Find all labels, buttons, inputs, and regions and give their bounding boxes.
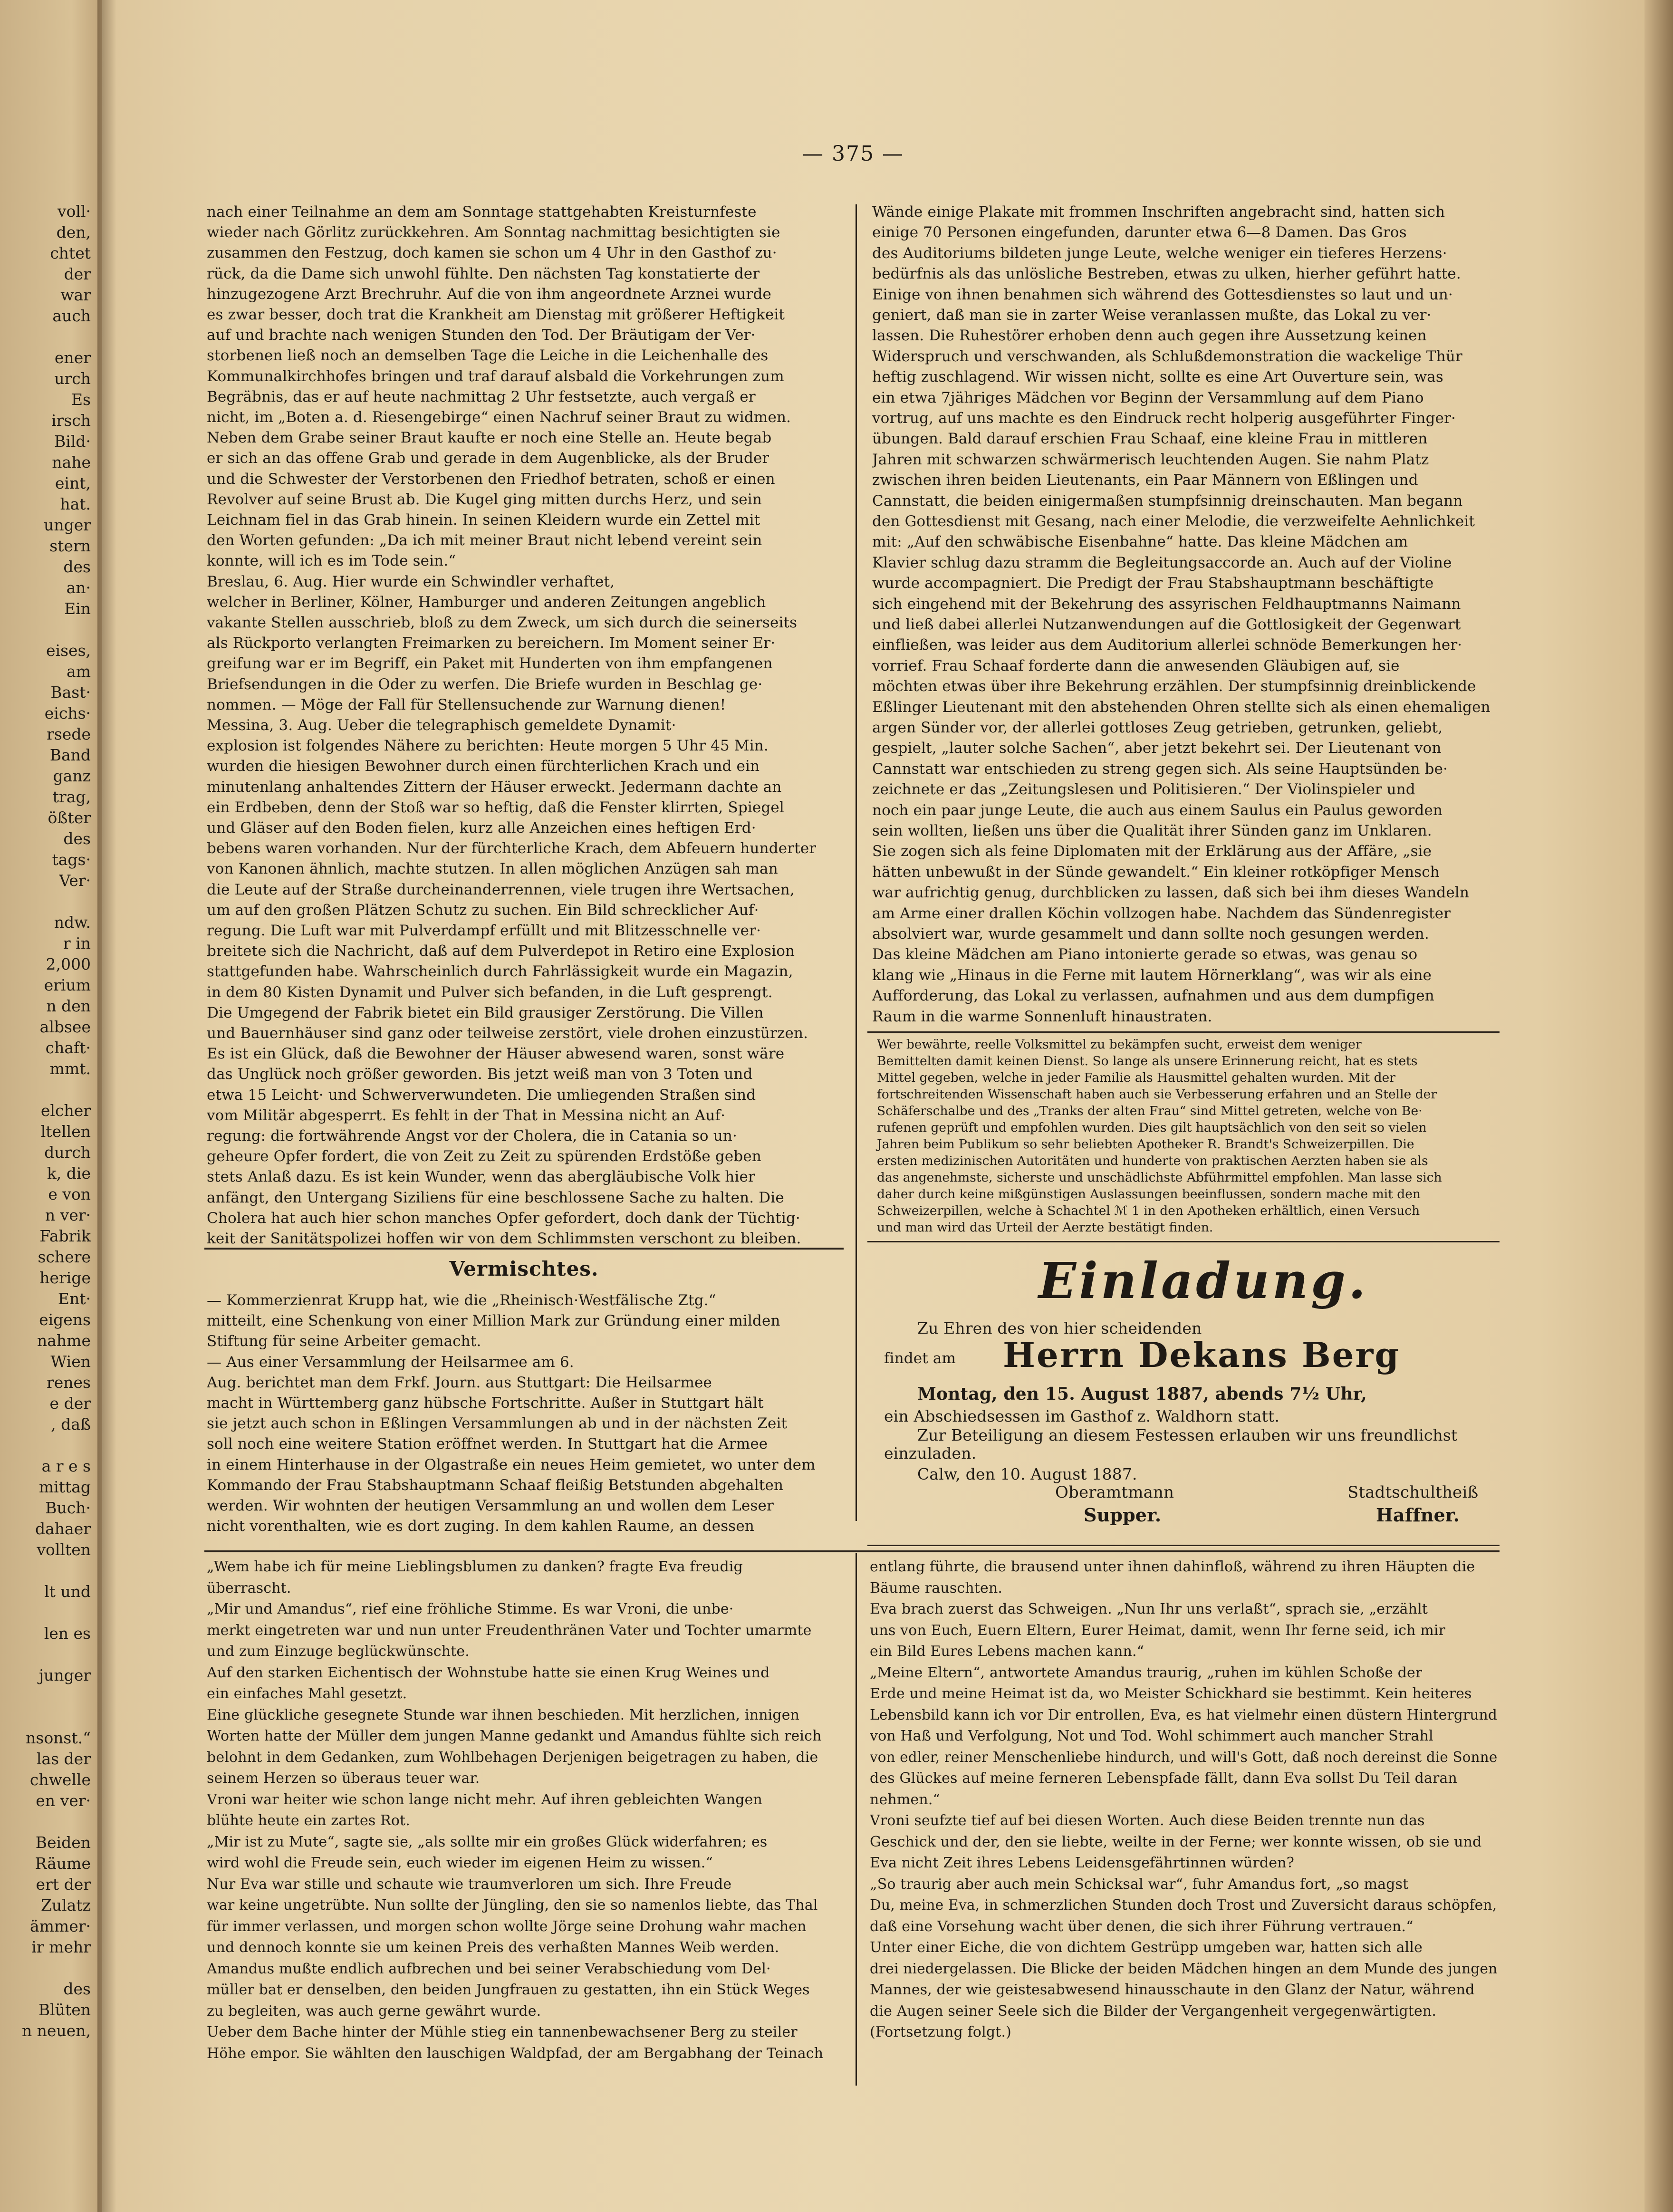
left-page-fragment: dahaer — [35, 1520, 91, 1538]
story-line: uns von Euch, Euern Eltern, Eurer Heimat, damit, wenn Ihr ferne seid, ich mir — [870, 1622, 1446, 1639]
left-page-fragment: ltellen — [40, 1122, 91, 1141]
rule-invitation-end — [867, 1545, 1500, 1546]
story-line: „Mir und Amandus“, rief eine fröhliche Stimme. Es war Vroni, die unbe· — [207, 1601, 734, 1617]
body-line: argen Sünder vor, der allerlei gottloses Zeug getrieben, getrunken, geliebt, — [872, 719, 1443, 736]
left-page-fragment: en ver· — [36, 1791, 91, 1810]
left-page-fragment: eigens — [39, 1310, 91, 1329]
story-line: blühte heute ein zartes Rot. — [207, 1812, 410, 1829]
page-number: — 375 — — [802, 142, 904, 166]
story-line: „Meine Eltern“, antwortete Amandus traurig, „ruhen im kühlen Schoße der — [870, 1664, 1423, 1681]
left-page-fragment: den, — [56, 223, 91, 241]
notice-line: und man wird das Urteil der Aerzte bestätigt finden. — [877, 1220, 1213, 1235]
left-page-fragment: ndw. — [54, 913, 91, 932]
body-line: bebens waren vorhanden. Nur der fürchterliche Krach, dem Abfeuern hunderter — [207, 840, 817, 857]
body-line: stattgefunden habe. Wahrscheinlich durch Fahrlässigkeit wurde ein Magazin, — [207, 963, 793, 981]
body-line: sie jetzt auch schon in Eßlingen Versammlungen ab und in der nächsten Zeit — [207, 1415, 788, 1433]
body-line: den Gottesdienst mit Gesang, nach einer Melodie, die verzweifelte Aehnlichkeit — [872, 513, 1475, 530]
left-page-fragment: Fabrik — [39, 1227, 91, 1245]
body-line: noch ein paar junge Leute, die auch aus einem Saulus ein Paulus geworden — [872, 801, 1443, 819]
story-line: Nur Eva war stille und schaute wie traumverloren um sich. Ihre Freude — [207, 1875, 732, 1893]
body-line: soll noch eine weitere Station eröffnet werden. In Stuttgart hat die Armee — [207, 1435, 768, 1453]
left-page-fragment: Band — [49, 746, 91, 764]
body-line: von Kanonen ähnlich, machte stutzen. In allen möglichen Anzügen sah man — [207, 860, 778, 878]
story-line: Vroni seufzte tief auf bei diesen Worten. Auch diese Beiden trennte nun das — [870, 1812, 1425, 1829]
body-line: die Leute auf der Straße durcheinanderrennen, viele trugen ihre Wertsachen, — [207, 881, 795, 898]
body-line: mit: „Auf den schwäbische Eisenbahne“ hatte. Das kleine Mädchen am — [872, 533, 1408, 551]
body-line: Cannstatt war entschieden zu streng gegen sich. Als seine Hauptsünden be· — [872, 760, 1448, 778]
body-line: stets Anlaß dazu. Es ist kein Wunder, wenn das abergläubische Volk hier — [207, 1168, 755, 1186]
notice-line: Schäferschalbe und des „Tranks der alten Frau“ sind Mittel getreten, welche von Be· — [877, 1104, 1423, 1118]
left-page-fragment: unger — [44, 516, 91, 534]
body-line: macht in Württemberg ganz hübsche Fortschritte. Außer in Stuttgart hält — [207, 1395, 764, 1412]
invitation-line-3: ein Abschiedsessen im Gasthof z. Waldhorn statt. — [884, 1407, 1280, 1425]
body-line: sein wollten, ließen uns über die Qualität ihrer Sünden ganz im Unklaren. — [872, 822, 1432, 839]
left-page-fragment: hat. — [60, 495, 91, 513]
invitation-block — [872, 1250, 1497, 1542]
body-line: am Arme einer drallen Köchin vollzogen habe. Nachdem das Sündenregister — [872, 904, 1451, 922]
body-line: werden. Wir wohnten der heutigen Versammlung an und wollen dem Leser — [207, 1497, 774, 1514]
body-line: es zwar besser, doch trat die Krankheit am Dienstag mit größerer Heftigkeit — [207, 306, 785, 323]
story-line: Eine glückliche gesegnete Stunde war ihnen beschieden. Mit herzlichen, innigen — [207, 1706, 800, 1723]
notice-line: Wer bewährte, reelle Volksmittel zu bekämpfen sucht, erweist dem weniger — [877, 1037, 1362, 1052]
body-line: gespielt, „lauter solche Sachen“, aber jetzt bekehrt sei. Der Lieutenant von — [872, 740, 1442, 757]
body-line: und die Schwester der Verstorbenen den Friedhof betraten, schoß er einen — [207, 470, 775, 488]
rule-notice-end — [867, 1241, 1500, 1242]
left-page-fragment: nsonst.“ — [26, 1729, 91, 1747]
body-line: Jahren mit schwarzen schwärmerisch leuchtenden Augen. Sie nahm Platz — [872, 451, 1429, 468]
left-page-fragment: schere — [38, 1248, 91, 1266]
left-page-fragment: n den — [46, 997, 91, 1015]
story-line: war keine ungetrübte. Nun sollte der Jüngling, den sie so namenlos liebte, das Thal — [207, 1897, 818, 1914]
left-page-fragment: ämmer· — [29, 1917, 91, 1935]
body-line: Breslau, 6. Aug. Hier wurde ein Schwindler verhaftet, — [207, 573, 615, 590]
left-page-fragment: chwelle — [29, 1770, 91, 1789]
left-page-fragment: erium — [44, 976, 91, 994]
story-line: Geschick und der, den sie liebte, weilte in der Ferne; wer konnte wissen, ob sie und — [870, 1833, 1482, 1850]
left-page-fragment: albsee — [39, 1018, 91, 1036]
left-page-fragment: ert der — [36, 1875, 91, 1894]
notice-line: ersten medizinischen Autoritäten und hunderte von praktischen Aerzten haben sie als — [877, 1154, 1428, 1168]
left-page-fragment: Räume — [35, 1854, 91, 1873]
left-page-fragment: Beiden — [35, 1833, 91, 1852]
body-line: keit der Sanitätspolizei hoffen wir von dem Schlimmsten verschont zu bleiben. — [207, 1230, 801, 1247]
signatory-2-name: Haffner. — [1376, 1504, 1460, 1526]
story-line: Mannes, der wie geistesabwesend hinausschaute in den Glanz der Natur, während — [870, 1981, 1475, 1998]
left-page-fragment: chaft· — [45, 1039, 91, 1057]
story-line: müller bat er denselben, den beiden Jungfrauen zu gestatten, ihn ein Stück Weges — [207, 1981, 810, 1998]
body-line: Wände einige Plakate mit frommen Inschriften angebracht sind, hatten sich — [872, 203, 1445, 221]
body-line: Das kleine Mädchen am Piano intonierte gerade so etwas, was genau so — [872, 946, 1418, 963]
body-line: ein etwa 7jähriges Mädchen vor Beginn der Versammlung auf dem Piano — [872, 389, 1424, 406]
left-page-fragment: Blüten — [38, 2000, 91, 2019]
invitation-line-1: Zu Ehren des von hier scheidenden — [917, 1319, 1202, 1337]
story-line: Ueber dem Bache hinter der Mühle stieg ein tannenbewachsener Berg zu steiler — [207, 2024, 798, 2040]
left-page-fragment: Ent· — [58, 1289, 91, 1308]
left-page-fragment: las der — [36, 1750, 91, 1768]
body-line: konnte, will ich es im Tode sein.“ — [207, 552, 456, 570]
story-line: ein Bild Eures Lebens machen kann.“ — [870, 1643, 1144, 1660]
left-page-fragment: Bild· — [54, 432, 91, 451]
invitation-date-line: Montag, den 15. August 1887, abends 7½ Uhr, — [917, 1384, 1367, 1404]
notice-line: Schweizerpillen, welche à Schachtel ℳ 1 in den Apotheken erhältlich, einen Versuch — [877, 1203, 1420, 1218]
invitation-place-date: Calw, den 10. August 1887. — [917, 1465, 1137, 1483]
left-page-fragment: des — [63, 558, 91, 576]
body-line: breitete sich die Nachricht, daß auf dem Pulverdepot in Retiro eine Explosion — [207, 943, 795, 960]
body-line: wieder nach Görlitz zurückkehren. Am Sonntag nachmittag besichtigten sie — [207, 224, 780, 241]
story-line: überrascht. — [207, 1579, 291, 1596]
left-page-fragment: n neuen, — [21, 2021, 91, 2040]
rule-feuilleton-top — [204, 1550, 1500, 1552]
body-line: Messina, 3. Aug. Ueber die telegraphisch gemeldete Dynamit· — [207, 717, 676, 734]
body-line: rück, da die Dame sich unwohl fühlte. Den nächsten Tag konstatierte der — [207, 265, 760, 282]
story-line: Eva nicht Zeit ihres Lebens Leidensgefährtinnen würden? — [870, 1855, 1294, 1871]
feuilleton-left — [207, 1557, 846, 2084]
left-page-fragment: des — [63, 1980, 91, 1998]
left-page-fragment: elcher — [40, 1101, 91, 1120]
left-page-fragment: Bast· — [50, 683, 91, 702]
rule-col2-end — [867, 1031, 1500, 1033]
body-line: zusammen den Festzug, doch kamen sie schon um 4 Uhr in den Gasthof zu· — [207, 244, 777, 262]
body-line: regung. Die Luft war mit Pulverdampf erfüllt und mit Blitzesschnelle ver· — [207, 922, 761, 939]
invitation-line-4: Zur Beteiligung an diesem Festessen erlauben wir uns freundlichst — [917, 1426, 1458, 1444]
body-line: Die Umgegend der Fabrik bietet ein Bild grausiger Zerstörung. Die Villen — [207, 1004, 764, 1021]
story-line: Worten hatte der Müller dem jungen Manne gedankt und Amandus fühlte sich reich — [207, 1728, 822, 1744]
advertisement-notice — [877, 1036, 1497, 1238]
body-line: Neben dem Grabe seiner Braut kaufte er noch eine Stelle an. Heute begab — [207, 429, 772, 447]
story-line: Höhe empor. Sie wählten den lauschigen Waldpfad, der am Bergabhang der Teinach — [207, 2045, 824, 2062]
invitation-title: Einladung. — [1038, 1251, 1369, 1310]
story-line: daß eine Vorsehung wacht über denen, die sich ihrer Führung vertrauen.“ — [870, 1918, 1413, 1935]
left-page-fragment: 2,000 — [46, 955, 91, 973]
body-line: Revolver auf seine Brust ab. Die Kugel ging mitten durchs Herz, und sein — [207, 490, 762, 508]
body-line: in dem 80 Kisten Dynamit und Pulver sich befanden, in die Luft gesprengt. — [207, 983, 773, 1001]
body-line: Eßlinger Lieutenant mit den abstehenden Ohren stellte sich als einen ehemaligen — [872, 698, 1490, 716]
body-line: und Bauernhäuser sind ganz oder teilweise zerstört, viele drohen einzustürzen. — [207, 1025, 808, 1042]
notice-line: rufenen geprüft und empfohlen wurden. Dies gilt hauptsächlich von den seit so vielen — [877, 1120, 1427, 1135]
body-line: Kommando der Frau Stabshauptmann Schaaf fleißig Betstunden abgehalten — [207, 1476, 784, 1494]
body-line: nicht vorenthalten, wie es dort zuging. In dem kahlen Raume, an dessen — [207, 1518, 754, 1535]
left-page-fragment: des — [63, 829, 91, 848]
story-line: drei niedergelassen. Die Blicke der beiden Mädchen hingen an dem Munde des jungen — [870, 1960, 1498, 1977]
left-page-fragment: ir mehr — [31, 1938, 91, 1956]
story-line: von edler, reiner Menschenliebe hindurch, und will's Gott, daß noch dereinst die Sonne — [870, 1749, 1498, 1766]
body-line: heftig zuschlagend. Wir wissen nicht, sollte es eine Art Ouverture sein, was — [872, 368, 1443, 386]
body-line: explosion ist folgendes Nähere zu berichten: Heute morgen 5 Uhr 45 Min. — [207, 737, 769, 755]
left-page-fragment: chtet — [50, 244, 91, 262]
body-line: hinzugezogene Arzt Brechruhr. Auf die von ihm angeordnete Arznei wurde — [207, 285, 771, 303]
right-page-edge — [1644, 0, 1673, 2212]
left-page-fragment: lt und — [44, 1582, 91, 1601]
left-page-fragment: len es — [44, 1624, 91, 1643]
body-line: um auf den großen Plätzen Schutz zu suchen. Ein Bild schrecklicher Auf· — [207, 901, 759, 919]
left-page-fragment: junger — [38, 1666, 91, 1684]
body-line: Cholera hat auch hier schon manches Opfer gefordert, doch dank der Tüchtig· — [207, 1209, 800, 1227]
body-line: das Unglück noch größer geworden. Bis jetzt weiß man von 3 Toten und — [207, 1066, 753, 1083]
story-line: Du, meine Eva, in schmerzlichen Stunden doch Trost und Zuversicht daraus schöpfen, — [870, 1897, 1497, 1914]
column-divider — [856, 204, 857, 1521]
body-line: Kommunalkirchhofes bringen und traf darauf alsbald die Vorkehrungen zum — [207, 367, 784, 385]
body-line: absolviert war, wurde gesammelt und dann sollte noch gesungen werden. — [872, 925, 1429, 943]
body-line: den Worten gefunden: „Da ich mit meiner Braut nicht lebend vereint sein — [207, 532, 762, 549]
left-page-fragment: irsch — [51, 411, 91, 430]
body-line: zwischen ihren beiden Lieutenants, ein Paar Männern von Eßlingen und — [872, 471, 1418, 489]
section-heading-vermischtes: Vermischtes. — [449, 1257, 599, 1280]
body-line: er sich an das offene Grab und gerade in dem Augenblicke, als der Bruder — [207, 450, 769, 467]
story-line: belohnt in dem Gedanken, zum Wohlbehagen Derjenigen beigetragen zu haben, die — [207, 1749, 818, 1766]
body-line: nommen. — Möge der Fall für Stellensuchende zur Warnung dienen! — [207, 696, 726, 713]
invitation-name: Herrn Dekans Berg — [1003, 1335, 1400, 1375]
left-page-fragment: n ver· — [45, 1206, 91, 1224]
signatory-1-title: Oberamtmann — [1055, 1483, 1174, 1502]
story-line: ein einfaches Mahl gesetzt. — [207, 1685, 407, 1702]
left-page-fragment: auch — [52, 307, 91, 325]
body-line: zeichnete er das „Zeitungslesen und Politisieren.“ Der Violinspieler und — [872, 781, 1415, 798]
body-line: sich eingehend mit der Bekehrung des assyrischen Feldhauptmanns Naimann — [872, 595, 1461, 613]
left-page-fragment: ganz — [53, 767, 91, 785]
left-page-fragment: Wien — [50, 1352, 91, 1371]
left-page-fragment: voll· — [57, 202, 91, 221]
left-page-fragment: tags· — [52, 850, 91, 869]
left-page-fragment: durch — [44, 1143, 91, 1162]
left-page-fragment: an· — [66, 578, 91, 597]
story-line: Erde und meine Heimat ist da, wo Meister Schickhard sie bestimmt. Kein heiteres — [870, 1685, 1472, 1702]
left-page-fragment: , daß — [51, 1415, 91, 1433]
body-line: vorrief. Frau Schaaf forderte dann die anwesenden Gläubigen auf, sie — [872, 657, 1400, 674]
body-line: minutenlang anhaltendes Zittern der Häuser erweckt. Jedermann dachte an — [207, 778, 782, 796]
left-page-fragment: k, die — [47, 1164, 91, 1183]
notice-line: das angenehmste, sicherste und unschädlichste Abführmittel empfohlen. Man lasse sich — [877, 1170, 1442, 1185]
left-page-fragment: eises, — [46, 641, 91, 660]
story-line: Lebensbild kann ich vor Dir entrollen, Eva, es hat vielmehr einen düstern Hintergrund — [870, 1706, 1498, 1723]
story-line: „Mir ist zu Mute“, sagte sie, „als sollte mir ein großes Glück widerfahren; es — [207, 1833, 768, 1850]
body-line: vortrug, auf uns machte es den Eindruck recht holperig ausgeführter Finger· — [872, 410, 1456, 427]
body-line: mitteilt, eine Schenkung von einer Million Mark zur Gründung einer milden — [207, 1312, 780, 1330]
body-line: Begräbnis, das er auf heute nachmittag 2 Uhr festsetzte, auch vergaß er — [207, 388, 756, 405]
body-line: Stiftung für seine Arbeiter gemacht. — [207, 1333, 481, 1350]
left-page-fragment: trag, — [52, 788, 91, 806]
story-line: für immer verlassen, und morgen schon wollte Jörge seine Drohung wahr machen — [207, 1918, 807, 1935]
notice-line: Bemittelten damit keinen Dienst. So lange als unsere Erinnerung reicht, hat es stets — [877, 1054, 1418, 1068]
left-page-fragment: Es — [71, 390, 91, 409]
story-line: Amandus mußte endlich aufbrechen und bei seiner Verabschiedung vom Del· — [207, 1960, 771, 1977]
body-line: möchten etwas über ihre Bekehrung erzählen. Der stumpfsinnig dreinblickende — [872, 678, 1476, 695]
left-page-fragment: eint, — [55, 474, 91, 492]
body-line: Einige von ihnen benahmen sich während des Gottesdienstes so laut und un· — [872, 286, 1453, 303]
story-line: Auf den starken Eichentisch der Wohnstube hatte sie einen Krug Weines und — [207, 1664, 770, 1681]
body-line: vom Militär abgesperrt. Es fehlt in der That in Messina nicht an Auf· — [207, 1106, 726, 1124]
body-line: als Rückporto verlangten Freimarken zu bereichern. Im Moment seiner Er· — [207, 635, 776, 652]
body-line: einige 70 Personen eingefunden, darunter etwa 6—8 Damen. Das Gros — [872, 224, 1407, 241]
left-page-fragment: vollten — [37, 1540, 91, 1559]
story-line: Bäume rauschten. — [870, 1579, 1003, 1596]
body-line: anfängt, den Untergang Siziliens für eine beschlossene Sache zu halten. Die — [207, 1189, 784, 1206]
left-page-fragment: Ver· — [59, 871, 91, 890]
body-line: Es ist ein Glück, daß die Bewohner der Häuser abwesend waren, sonst wäre — [207, 1045, 785, 1063]
left-page-fragment: Zulatz — [40, 1896, 91, 1914]
body-line: welcher in Berliner, Kölner, Hamburger und anderen Zeitungen angeblich — [207, 593, 766, 611]
body-line: hätten unbewußt in der Sünde gewandelt.“ Ein kleiner rotköpfiger Mensch — [872, 863, 1440, 881]
body-line: — Aus einer Versammlung der Heilsarmee am 6. — [207, 1353, 574, 1371]
left-page-fragment: nahme — [37, 1331, 91, 1350]
left-page-fragment: rsede — [47, 725, 91, 743]
left-page-fragment: am — [67, 662, 91, 681]
body-line: wurde accompagniert. Die Predigt der Frau Stabshauptmann beschäftigte — [872, 575, 1434, 592]
invitation-line-5: einzuladen. — [884, 1444, 977, 1462]
story-line: (Fortsetzung folgt.) — [870, 2024, 1011, 2040]
body-line: Leichnam fiel in das Grab hinein. In seinen Kleidern wurde ein Zettel mit — [207, 511, 760, 529]
left-page-fragment: ößter — [48, 808, 91, 827]
body-line: in einem Hinterhause in der Olgastraße ein neues Heim gemietet, wo unter dem — [207, 1456, 816, 1473]
left-page-fragment: e von — [48, 1185, 91, 1203]
body-line: Aufforderung, das Lokal zu verlassen, aufnahmen und aus dem dumpfigen — [872, 987, 1434, 1005]
story-line: die Augen seiner Seele sich die Bilder der Vergangenheit vergegenwärtigten. — [870, 2002, 1437, 2020]
story-line: entlang führte, die brausend unter ihnen dahinfloß, während zu ihren Häupten die — [870, 1558, 1475, 1575]
left-page-fragment: der — [64, 265, 91, 283]
body-line: lassen. Die Ruhestörer erhoben denn auch gegen ihre Aussetzung keinen — [872, 327, 1427, 345]
body-line: Widerspruch und verschwanden, als Schlußdemonstration die wackelige Thür — [872, 347, 1462, 365]
story-line: nehmen.“ — [870, 1791, 940, 1808]
story-line: Vroni war heiter wie schon lange nicht mehr. Auf ihren gebleichten Wangen — [207, 1791, 762, 1808]
story-line: zu begleiten, was auch gerne gewährt wurde. — [207, 2002, 541, 2020]
story-line: wird wohl die Freude sein, euch wieder im eigenen Heim zu wissen.“ — [207, 1855, 713, 1871]
story-line: seinem Herzen so überaus teuer war. — [207, 1770, 480, 1787]
body-line: und ließ dabei allerlei Nutzanwendungen auf die Gottlosigkeit der Gegenwart — [872, 616, 1461, 633]
story-line: und dennoch konnte sie um keinen Preis des verhaßten Mannes Weib werden. — [207, 1939, 779, 1956]
left-page-fragment: r in — [63, 934, 91, 952]
left-page-fragment: mmt. — [49, 1059, 91, 1078]
body-line: einfließen, was leider aus dem Auditorium allerlei schnöde Bemerkungen her· — [872, 636, 1462, 654]
body-line: geheure Opfer fordert, die von Zeit zu Zeit zu spürenden Erdstöße geben — [207, 1148, 761, 1165]
left-page-fragment: eichs· — [44, 704, 91, 722]
signatory-1-name: Supper. — [1084, 1504, 1162, 1526]
left-page-fragment: renes — [46, 1373, 91, 1392]
binding-gutter — [97, 0, 116, 2212]
column-2 — [872, 202, 1497, 1029]
body-line: Cannstatt, die beiden einigermaßen stumpfsinnig dreinschauten. Man begann — [872, 492, 1463, 510]
body-line: Sie zogen sich als feine Diplomaten mit der Erklärung aus der Affäre, „sie — [872, 843, 1432, 860]
left-page-fragments — [0, 200, 97, 2101]
notice-line: daher durch keine mißgünstigen Auslassungen beeinflussen, sondern mache mit den — [877, 1187, 1421, 1202]
body-line: Klavier schlug dazu stramm die Begleitungsaccorde an. Auch auf der Violine — [872, 554, 1452, 571]
left-page-fragment: Buch· — [45, 1499, 91, 1517]
body-line: geniert, daß man sie in zarter Weise veranlassen mußte, das Lokal zu ver· — [872, 307, 1432, 324]
left-page-fragment: a r e s — [41, 1457, 91, 1475]
left-page-fragment: Ein — [64, 599, 91, 618]
body-line: und Gläser auf den Boden fielen, kurz alle Anzeichen eines heftigen Erd· — [207, 819, 756, 837]
left-page-fragment: ener — [54, 348, 91, 367]
body-line: — Kommerzienrat Krupp hat, wie die „Rheinisch·Westfälische Ztg.“ — [207, 1292, 716, 1309]
feuilleton-divider — [856, 1553, 857, 2086]
column-1 — [207, 202, 841, 1245]
body-line: war aufrichtig genug, durchblicken zu lassen, daß sich bei ihm dieses Wandeln — [872, 884, 1470, 902]
story-line: merkt eingetreten war und nun unter Freudenthränen Vater und Tochter umarmte — [207, 1622, 812, 1639]
body-line: des Auditoriums bildeten junge Leute, welche weniger ein tieferes Herzens· — [872, 244, 1447, 262]
left-page-fragment: e der — [49, 1394, 91, 1413]
body-line: storbenen ließ noch an demselben Tage die Leiche in die Leichenhalle des — [207, 347, 769, 365]
notice-line: Jahren beim Publikum so sehr beliebten Apotheker R. Brandt's Schweizerpillen. Die — [877, 1137, 1414, 1152]
story-line: „Wem habe ich für meine Lieblingsblumen zu danken? fragte Eva freudig — [207, 1558, 743, 1575]
story-line: Eva brach zuerst das Schweigen. „Nun Ihr uns verlaßt“, sprach sie, „erzählt — [870, 1601, 1428, 1617]
story-line: Unter einer Eiche, die von dichtem Gestrüpp umgeben war, hatten sich alle — [870, 1939, 1423, 1956]
notice-line: Mittel gegeben, welche in jeder Familie als Hausmittel gehalten wurden. Mit der — [877, 1070, 1395, 1085]
left-page-fragment: mittag — [38, 1478, 91, 1496]
left-page-fragment: herige — [39, 1269, 91, 1287]
body-line: ein Erdbeben, denn der Stoß war so heftig, daß die Fenster klirrten, Spiegel — [207, 798, 784, 816]
signatory-2-title: Stadtschultheiß — [1347, 1483, 1479, 1502]
body-line: klang wie „Hinaus in die Ferne mit lautem Hörnerklang“, was wir als eine — [872, 966, 1432, 984]
body-line: Aug. berichtet man dem Frkf. Journ. aus Stuttgart: Die Heilsarmee — [207, 1374, 712, 1391]
body-line: Briefsendungen in die Oder zu werfen. Die Briefe wurden in Beschlag ge· — [207, 675, 763, 693]
body-line: Raum in die warme Sonnenluft hinaustraten. — [872, 1008, 1212, 1025]
left-page-fragment: stern — [49, 537, 91, 555]
invitation-name-prefix: findet am — [884, 1350, 956, 1367]
body-line: wurden die hiesigen Bewohner durch einen fürchterlichen Krach und ein — [207, 758, 760, 775]
body-line: auf und brachte nach wenigen Stunden den Tod. Der Bräutigam der Ver· — [207, 327, 756, 344]
body-line: übungen. Bald darauf erschien Frau Schaaf, eine kleine Frau in mittleren — [872, 430, 1428, 448]
left-page-fragment: urch — [54, 369, 91, 388]
body-line: nach einer Teilnahme an dem am Sonntage stattgehabten Kreisturnfeste — [207, 203, 757, 221]
body-line: regung: die fortwährende Angst vor der Cholera, die in Catania so un· — [207, 1127, 737, 1144]
story-line: „So traurig aber auch mein Schicksal war“, fuhr Amandus fort, „so magst — [870, 1875, 1409, 1893]
body-line: bedürfnis als das unlösliche Bestreben, etwas zu ulken, hierher geführt hatte. — [872, 265, 1461, 283]
body-line: nicht, im „Boten a. d. Riesengebirge“ einen Nachruf seiner Braut zu widmen. — [207, 409, 791, 426]
body-line: vakante Stellen ausschrieb, bloß zu dem Zweck, um sich durch die seinerseits — [207, 614, 798, 631]
notice-line: fortschreitenden Wissenschaft haben auch sie Verbesserung erfahren und an Stelle der — [877, 1087, 1437, 1102]
story-line: und zum Einzuge beglückwünschte. — [207, 1643, 470, 1660]
column-1-vermischtes — [207, 1290, 841, 1547]
left-page-fragment: nahe — [52, 453, 91, 471]
left-page-fragment: war — [60, 286, 91, 304]
body-line: greifung war er im Begriff, ein Paket mit Hunderten von ihm empfangenen — [207, 655, 773, 673]
feuilleton-right — [870, 1557, 1500, 2084]
body-line: etwa 15 Leicht· und Schwerverwundeten. Die umliegenden Straßen sind — [207, 1086, 756, 1104]
story-line: des Glückes auf meine ferneren Lebenspfade fällt, dann Eva sollst Du Teil daran — [870, 1770, 1457, 1787]
story-line: von Haß und Verfolgung, Not und Tod. Wohl schimmert auch mancher Strahl — [870, 1728, 1433, 1744]
